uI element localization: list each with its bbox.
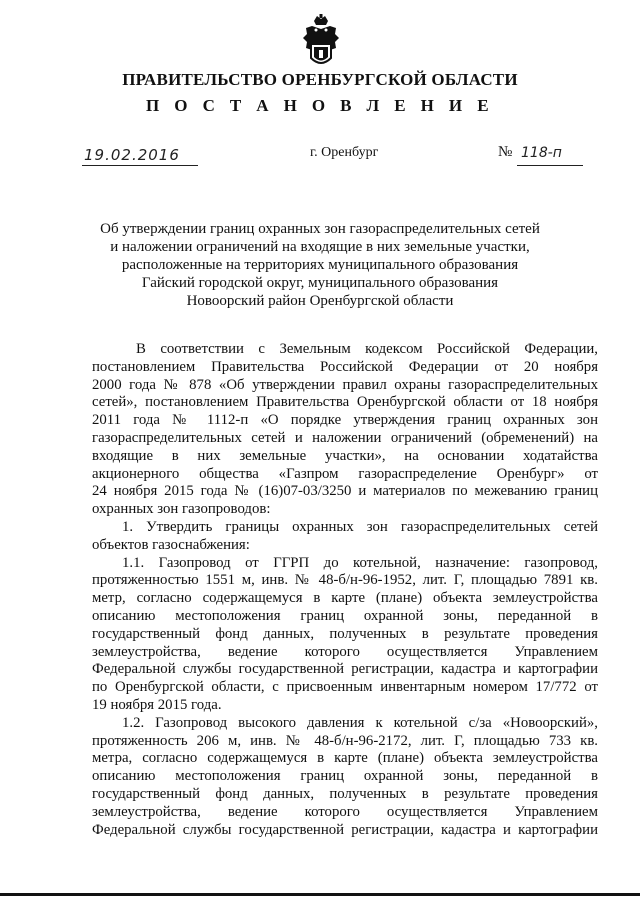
- body-text-line: описанию местоположения границ охранной зоны, переданной в: [92, 768, 598, 785]
- body-text-line: землеустройства, ведение которого осуществляется Управлением: [92, 803, 598, 820]
- body-text-line: Федеральной службы государственной регистрации, кадастра и картографии: [92, 661, 598, 678]
- body-text-line: 24 ноября 2015 года № (16)07-03/3250 и материалов по межеванию границ: [92, 483, 598, 500]
- body-text-line: описанию местоположения границ охранной зоны, переданной в: [92, 607, 598, 624]
- document-city: г. Оренбург: [310, 145, 379, 160]
- date-underline: [82, 165, 198, 166]
- body-text-line: 2000 года № 878 «Об утверждении правил охраны газораспределительных: [92, 376, 598, 393]
- page-bottom-rule: [0, 893, 640, 896]
- subject-line: и наложении ограничений на входящие в них земельные участки,: [110, 239, 530, 255]
- body-text-line: метра, согласно содержащемуся в карте (плане) объекта землеустройства: [92, 750, 598, 767]
- body-text-line: по Оренбургской области, с присвоенным инвентарным номером 17/772 от: [92, 679, 598, 696]
- document-subject: [0, 220, 640, 310]
- body-text-line: 1. Утвердить границы охранных зон газораспределительных сетей: [122, 518, 598, 535]
- coat-of-arms-icon: [302, 14, 340, 70]
- body-text-line: метр, согласно содержащемуся в карте (плане) объекта землеустройства: [92, 590, 598, 607]
- body-text-line: 2011 года № 1112-п «О порядке утверждения границ охранных зон: [92, 412, 598, 429]
- body-text-line: государственный фонд данных, полученных в результате проведения: [92, 625, 598, 642]
- body-text-line: 1.2. Газопровод высокого давления к котельной с/за «Новоорский»,: [122, 714, 598, 731]
- subject-line: расположенные на территориях муниципального образования: [121, 257, 519, 273]
- document-number: 118-п: [521, 145, 562, 161]
- body-text-line: охранных зон газопроводов:: [92, 501, 271, 518]
- body-text-line: газораспределительных сетей и наложении ограничений (обременений) на: [92, 429, 598, 446]
- document-type-title: П О С Т А Н О В Л Е Н И Е: [146, 96, 494, 115]
- body-text-line: объектов газоснабжения:: [92, 536, 250, 553]
- body-text-line: 19 ноября 2015 года.: [92, 696, 222, 713]
- body-text-line: Федеральной службы государственной регистрации, кадастра и картографии: [92, 821, 598, 838]
- organization-title: ПРАВИТЕЛЬСТВО ОРЕНБУРГСКОЙ ОБЛАСТИ: [122, 70, 518, 89]
- body-text-line: землеустройства, ведение которого осуществляется Управлением: [92, 643, 598, 660]
- document-date: 19.02.2016: [84, 146, 180, 164]
- body-text-line: 1.1. Газопровод от ГГРП до котельной, назначение: газопровод,: [122, 554, 598, 571]
- body-text-line: сетей», постановлением Правительства Оренбургской области от 18 ноября: [92, 394, 598, 411]
- number-underline: [517, 165, 583, 166]
- subject-line: Об утверждении границ охранных зон газораспределительных сетей: [100, 221, 540, 237]
- body-text-line: акционерного общества «Газпром газораспределение Оренбург» от: [92, 465, 598, 482]
- body-text-line: постановлением Правительства Российской Федерации от 20 ноября: [92, 358, 598, 375]
- body-text-line: протяженностью 1551 м, инв. № 48-б/н-96-1952, лит. Г, площадью 7891 кв.: [92, 572, 598, 589]
- subject-line: Гайский городской округ, муниципального образования: [141, 275, 499, 291]
- body-text-line: государственный фонд данных, полученных в результате проведения: [92, 785, 598, 802]
- subject-line: Новоорский район Оренбургской области: [186, 293, 454, 309]
- body-text-line: протяженность 206 м, инв. № 48-б/н-96-2172, лит. Г, площадью 733 кв.: [92, 732, 598, 749]
- body-text-line: входящие в них земельные участки», на основании ходатайства: [92, 447, 598, 464]
- body-text-line: В соответствии с Земельным кодексом Российской Федерации,: [136, 341, 598, 357]
- number-sign: №: [498, 144, 513, 160]
- document-body: [92, 341, 598, 839]
